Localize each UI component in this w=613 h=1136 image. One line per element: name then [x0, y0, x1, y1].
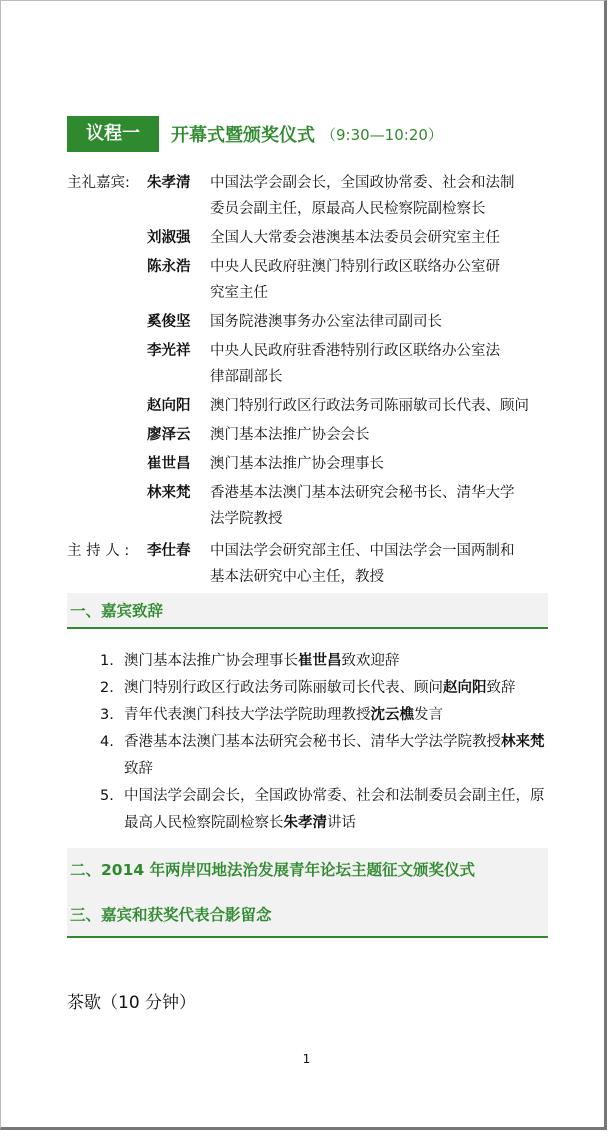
host-row [67, 538, 557, 590]
list-item: 3. 青年代表澳门科技大学法学院助理教授沈云樵发言 [100, 707, 443, 723]
guest-title-line1: 中国法学会副会长，全国政协常委、社会和法制 [210, 175, 515, 191]
guest-row [67, 451, 557, 477]
guest-name: 林来梵 [147, 485, 191, 501]
guest-title-line2: 究室主任 [210, 285, 268, 301]
guest-title-line1: 中央人民政府驻香港特别行政区联络办公室法 [210, 343, 500, 359]
guest-title-line1: 澳门基本法推广协会会长 [210, 427, 370, 443]
guest-title-line1: 国务院港澳事务办公室法律司副司长 [210, 314, 442, 330]
guest-name: 赵向阳 [147, 398, 191, 414]
speaker-name: 赵向阳 [443, 680, 487, 696]
guest-title-line2: 法学院教授 [210, 511, 283, 527]
speaker-name: 崔世昌 [298, 653, 342, 669]
section-heading-photo: 三、嘉宾和获奖代表合影留念 [70, 906, 272, 924]
guest-name: 朱孝清 [147, 175, 191, 191]
guest-title-line1: 中央人民政府驻澳门特别行政区联络办公室研 [210, 259, 500, 275]
guest-row [67, 309, 557, 335]
host-name: 李仕春 [147, 543, 191, 559]
guest-title-line1: 澳门特别行政区行政法务司陈丽敏司长代表、顾问 [210, 398, 529, 414]
page-number: 1 [302, 1052, 311, 1066]
list-item: 1. 澳门基本法推广协会理事长崔世昌致欢迎辞 [100, 653, 400, 669]
guest-name: 刘淑强 [147, 230, 191, 246]
section-heading-group [67, 848, 548, 938]
agenda-time: （9:30—10:20） [321, 125, 443, 144]
tea-break: 茶歇（10 分钟） [67, 993, 197, 1013]
guest-row [67, 480, 557, 532]
guest-name: 廖泽云 [147, 427, 191, 443]
host-title-line1: 中国法学会研究部主任、中国法学会一国两制和 [210, 543, 515, 559]
list-item: 5. 中国法学会副会长，全国政协常委、社会和法制委员会副主任，原最高人民检察院副检察长朱孝清讲话 [100, 788, 545, 831]
guest-title-line1: 香港基本法澳门基本法研究会秘书长、清华大学 [210, 485, 515, 501]
list-item: 4. 香港基本法澳门基本法研究会秘书长、清华大学法学院教授林来梵致辞 [100, 734, 545, 777]
host-title-line2: 基本法研究中心主任，教授 [210, 569, 384, 585]
guest-row [67, 225, 557, 251]
guest-row [67, 170, 557, 222]
speaker-name: 朱孝清 [283, 815, 327, 831]
agenda-header [67, 116, 443, 152]
guest-row [67, 393, 557, 419]
speech-list [100, 648, 550, 837]
guest-name: 奚俊坚 [147, 314, 191, 330]
guest-row [67, 254, 557, 306]
guest-title-line2: 律部副部长 [210, 369, 283, 385]
guest-title-line2: 委员会副主任，原最高人民检察院副检察长 [210, 201, 486, 217]
guest-role-label: 主礼嘉宾: [67, 175, 130, 191]
guest-name: 崔世昌 [147, 456, 191, 472]
agenda-title: 开幕式暨颁奖仪式 [171, 125, 315, 146]
guest-name: 李光祥 [147, 343, 191, 359]
speaker-name: 林来梵 [501, 734, 545, 750]
host-role-label: 主 持 人 : [67, 543, 130, 559]
guest-name: 陈永浩 [147, 259, 191, 275]
guest-list [67, 170, 557, 593]
guest-title-line1: 澳门基本法推广协会理事长 [210, 456, 384, 472]
speaker-name: 沈云樵 [370, 707, 414, 723]
guest-row [67, 422, 557, 448]
section-heading-awards: 二、2014 年两岸四地法治发展青年论坛主题征文颁奖仪式 [70, 861, 476, 879]
agenda-badge: 议程一 [67, 116, 159, 152]
section-heading-speeches: 一、嘉宾致辞 [67, 593, 548, 629]
guest-row [67, 338, 557, 390]
guest-title-line1: 全国人大常委会港澳基本法委员会研究室主任 [210, 230, 500, 246]
list-item: 2. 澳门特别行政区行政法务司陈丽敏司长代表、顾问赵向阳致辞 [100, 680, 516, 696]
